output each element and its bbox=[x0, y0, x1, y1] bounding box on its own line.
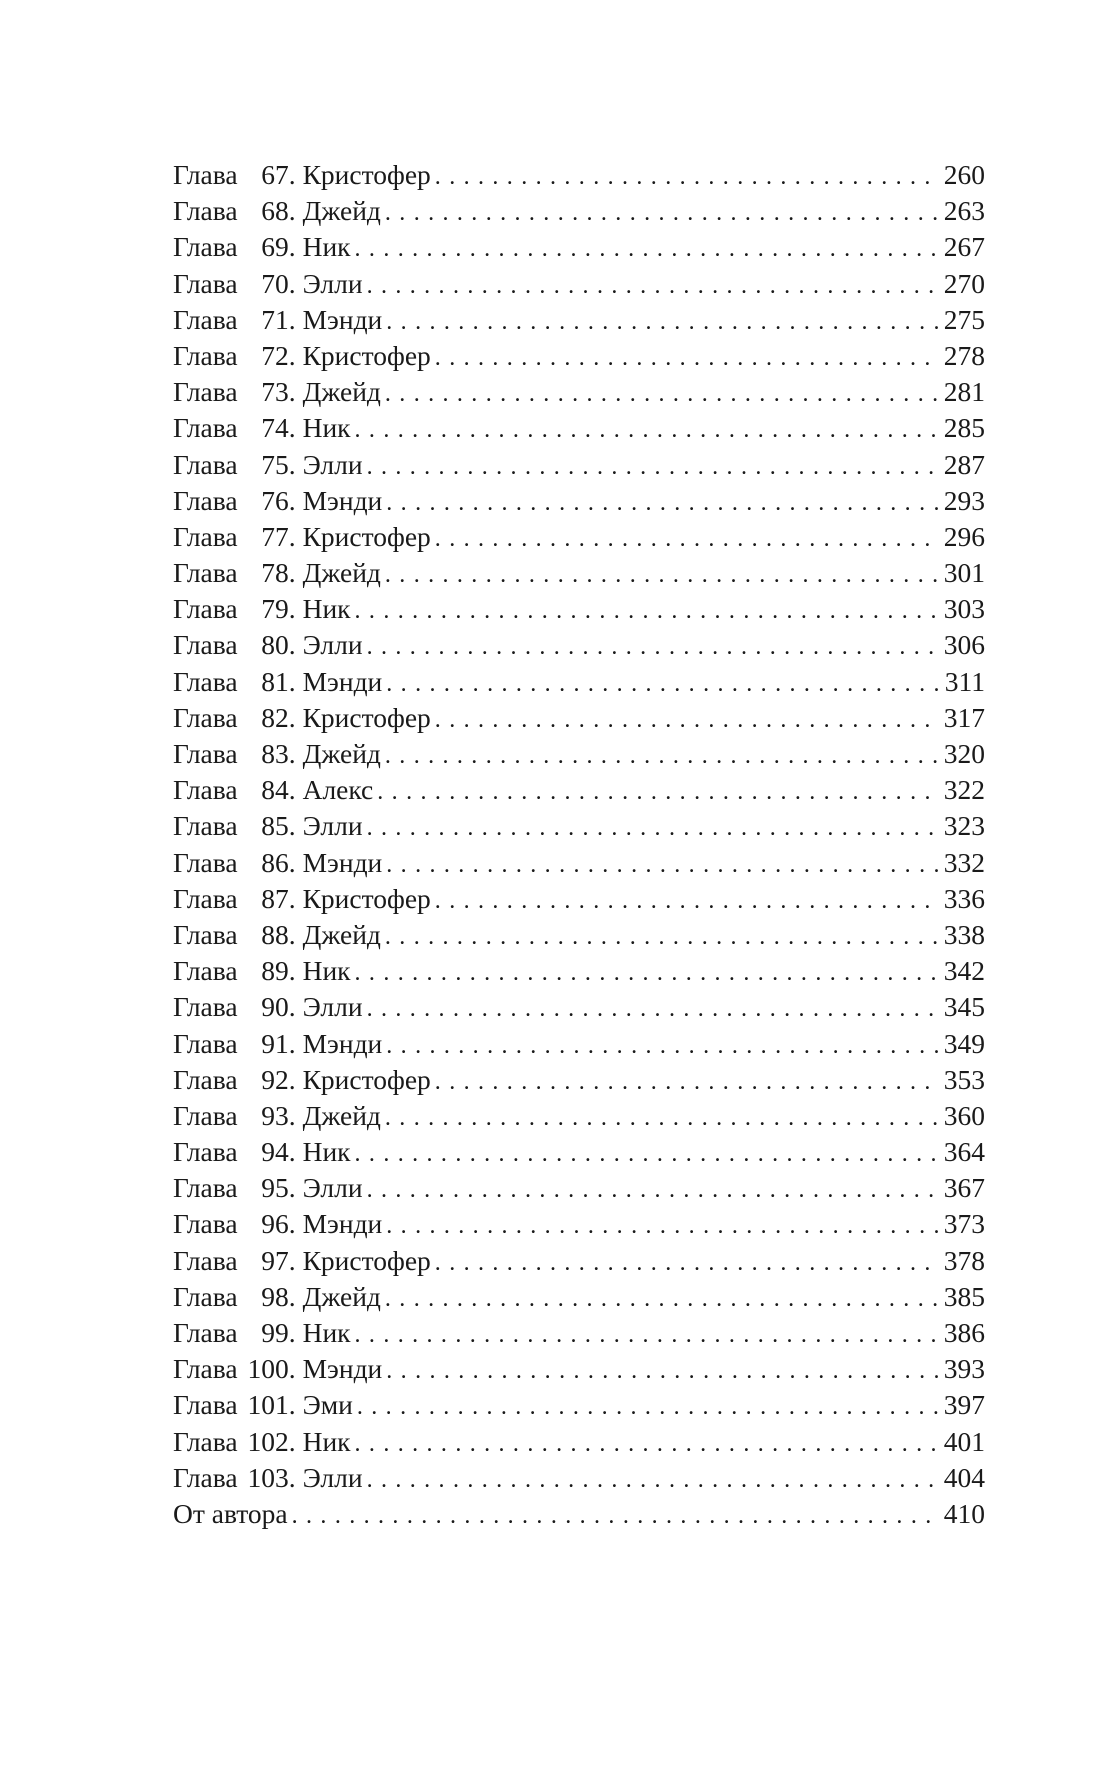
dot-leader bbox=[435, 1064, 940, 1100]
chapter-title: Ник bbox=[302, 412, 351, 444]
afterword-title: От автора bbox=[173, 1497, 288, 1529]
toc-entry[interactable] bbox=[173, 410, 985, 446]
chapter-number: 87. bbox=[261, 882, 296, 914]
page-number: 342 bbox=[943, 955, 985, 987]
chapter-label bbox=[173, 591, 296, 627]
chapter-title: Кристофер bbox=[302, 1063, 431, 1095]
dot-leader bbox=[367, 1172, 940, 1208]
chapter-number: 98. bbox=[261, 1280, 296, 1312]
dot-leader bbox=[355, 231, 940, 267]
chapter-label bbox=[173, 989, 296, 1025]
chapter-label bbox=[173, 410, 296, 446]
chapter-label bbox=[173, 1098, 296, 1134]
page-number: 378 bbox=[943, 1244, 985, 1276]
page-number: 320 bbox=[943, 738, 985, 769]
chapter-word: Глава bbox=[173, 195, 238, 227]
page-number: 345 bbox=[943, 991, 985, 1023]
dot-leader bbox=[385, 919, 940, 955]
dot-leader bbox=[367, 1462, 940, 1498]
dot-leader bbox=[385, 376, 940, 412]
toc-entry[interactable] bbox=[173, 229, 985, 265]
toc-entry[interactable] bbox=[173, 1098, 985, 1134]
dot-leader bbox=[385, 557, 940, 593]
page-number: 311 bbox=[944, 665, 985, 697]
chapter-label bbox=[173, 953, 296, 989]
chapter-label bbox=[173, 627, 296, 663]
dot-leader bbox=[367, 449, 940, 485]
page-number: 263 bbox=[943, 195, 985, 227]
page-number: 322 bbox=[943, 774, 985, 806]
dot-leader bbox=[367, 991, 940, 1027]
dot-leader bbox=[367, 629, 940, 665]
page-number: 267 bbox=[943, 231, 985, 263]
dot-leader bbox=[385, 195, 940, 231]
chapter-title: Элли bbox=[302, 991, 363, 1023]
page-number: 317 bbox=[943, 701, 985, 733]
chapter-label bbox=[173, 1387, 296, 1423]
chapter-word: Глава bbox=[173, 557, 238, 589]
chapter-label bbox=[173, 1243, 296, 1279]
chapter-title: Джейд bbox=[302, 1280, 381, 1312]
chapter-word: Глава bbox=[173, 303, 238, 335]
toc-entry[interactable] bbox=[173, 591, 985, 627]
chapter-number: 96. bbox=[261, 1208, 296, 1240]
chapter-number: 71. bbox=[261, 303, 296, 335]
page-number: 393 bbox=[943, 1353, 985, 1385]
page-number: 278 bbox=[943, 339, 985, 371]
chapter-word: Глава bbox=[173, 1136, 238, 1168]
dot-leader bbox=[355, 1136, 940, 1172]
toc-entry[interactable] bbox=[173, 808, 985, 844]
toc-entry[interactable] bbox=[173, 1387, 985, 1423]
chapter-number: 81. bbox=[261, 665, 296, 697]
chapter-number: 100. bbox=[247, 1353, 296, 1385]
chapter-label bbox=[173, 664, 296, 700]
page-number: 349 bbox=[943, 1027, 985, 1059]
chapter-title: Мэнди bbox=[302, 1208, 383, 1240]
chapter-number: 94. bbox=[261, 1136, 296, 1168]
chapter-label bbox=[173, 1424, 296, 1460]
dot-leader bbox=[385, 738, 940, 774]
chapter-number: 72. bbox=[261, 339, 296, 371]
chapter-label bbox=[173, 1026, 296, 1062]
toc-entry[interactable] bbox=[173, 917, 985, 953]
chapter-title: Джейд bbox=[302, 557, 381, 589]
page-number: 373 bbox=[943, 1208, 985, 1240]
chapter-title: Ник bbox=[302, 955, 351, 987]
page-number: 293 bbox=[943, 484, 985, 516]
chapter-label bbox=[173, 555, 296, 591]
chapter-label bbox=[173, 1062, 296, 1098]
chapter-word: Глава bbox=[173, 882, 238, 914]
chapter-word: Глава bbox=[173, 918, 238, 950]
dot-leader bbox=[385, 1281, 940, 1317]
chapter-title: Мэнди bbox=[302, 484, 383, 516]
chapter-word: Глава bbox=[173, 738, 238, 769]
chapter-label bbox=[173, 736, 296, 772]
chapter-word: Глава bbox=[173, 231, 238, 263]
chapter-label bbox=[173, 266, 296, 302]
chapter-number: 93. bbox=[261, 1099, 296, 1131]
chapter-number: 75. bbox=[261, 448, 296, 480]
chapter-label bbox=[173, 447, 296, 483]
chapter-title: Мэнди bbox=[302, 665, 383, 697]
chapter-number: 80. bbox=[261, 629, 296, 661]
page-number: 306 bbox=[943, 629, 985, 661]
toc-entry[interactable] bbox=[173, 1134, 985, 1170]
chapter-word: Глава bbox=[173, 810, 238, 842]
chapter-label bbox=[173, 519, 296, 555]
chapter-title: Ник bbox=[302, 1136, 351, 1168]
chapter-word: Глава bbox=[173, 701, 238, 733]
page-number: 287 bbox=[943, 448, 985, 480]
chapter-title: Элли bbox=[302, 267, 363, 299]
chapter-label bbox=[173, 374, 296, 410]
page-number: 410 bbox=[943, 1497, 985, 1529]
toc-entry[interactable] bbox=[173, 266, 985, 302]
page-number: 270 bbox=[943, 267, 985, 299]
page-number: 401 bbox=[943, 1425, 985, 1457]
toc-entry[interactable] bbox=[173, 1026, 985, 1062]
toc-entry[interactable] bbox=[173, 157, 985, 193]
dot-leader bbox=[386, 485, 939, 521]
chapter-word: Глава bbox=[173, 484, 238, 516]
chapter-label bbox=[173, 845, 296, 881]
chapter-word: Глава bbox=[173, 991, 238, 1023]
chapter-title: Мэнди bbox=[302, 1027, 383, 1059]
chapter-title: Мэнди bbox=[302, 846, 383, 878]
toc-entry[interactable] bbox=[173, 483, 985, 519]
chapter-number: 78. bbox=[261, 557, 296, 589]
chapter-label bbox=[173, 157, 296, 193]
chapter-number: 68. bbox=[261, 195, 296, 227]
chapter-title: Кристофер bbox=[302, 159, 431, 190]
chapter-word: Глава bbox=[173, 376, 238, 408]
chapter-title: Джейд bbox=[302, 195, 381, 227]
chapter-number: 85. bbox=[261, 810, 296, 842]
chapter-title: Элли bbox=[302, 448, 363, 480]
page-number: 281 bbox=[943, 376, 985, 408]
toc-entry[interactable] bbox=[173, 1170, 985, 1206]
toc-entry[interactable] bbox=[173, 627, 985, 663]
chapter-title: Джейд bbox=[302, 1099, 381, 1131]
chapter-word: Глава bbox=[173, 1244, 238, 1276]
chapter-number: 70. bbox=[261, 267, 296, 299]
dot-leader bbox=[355, 1317, 940, 1353]
chapter-title: Эми bbox=[302, 1389, 353, 1421]
chapter-label bbox=[173, 808, 296, 844]
page-number: 301 bbox=[943, 557, 985, 589]
chapter-word: Глава bbox=[173, 1317, 238, 1348]
chapter-label bbox=[173, 483, 296, 519]
page-number: 364 bbox=[943, 1136, 985, 1168]
chapter-word: Глава bbox=[173, 1425, 238, 1457]
toc-entry[interactable] bbox=[173, 881, 985, 917]
chapter-word: Глава bbox=[173, 1280, 238, 1312]
chapter-number: 88. bbox=[261, 918, 296, 950]
chapter-number: 103. bbox=[247, 1461, 296, 1493]
chapter-word: Глава bbox=[173, 774, 238, 806]
toc-entry[interactable] bbox=[173, 193, 985, 229]
chapter-label bbox=[173, 229, 296, 265]
toc-entry[interactable] bbox=[173, 845, 985, 881]
chapter-number: 77. bbox=[261, 520, 296, 552]
chapter-label bbox=[173, 1315, 296, 1351]
chapter-title: Кристофер bbox=[302, 520, 431, 552]
chapter-number: 89. bbox=[261, 955, 296, 987]
chapter-label bbox=[173, 881, 296, 917]
chapter-word: Глава bbox=[173, 1208, 238, 1240]
dot-leader bbox=[435, 340, 940, 376]
page-number: 323 bbox=[943, 810, 985, 842]
chapter-title: Элли bbox=[302, 1172, 363, 1204]
chapter-number: 67. bbox=[261, 159, 296, 190]
chapter-number: 101. bbox=[247, 1389, 296, 1421]
toc-entry[interactable] bbox=[173, 1315, 985, 1351]
chapter-word: Глава bbox=[173, 412, 238, 444]
chapter-title: Кристофер bbox=[302, 339, 431, 371]
chapter-label bbox=[173, 338, 296, 374]
chapter-word: Глава bbox=[173, 593, 238, 625]
dot-leader bbox=[357, 1389, 940, 1425]
page-number: 275 bbox=[943, 303, 985, 335]
page-number: 336 bbox=[943, 882, 985, 914]
page-number: 338 bbox=[943, 918, 985, 950]
chapter-label bbox=[173, 193, 296, 229]
dot-leader bbox=[292, 1498, 940, 1534]
page-number: 367 bbox=[943, 1172, 985, 1204]
chapter-number: 92. bbox=[261, 1063, 296, 1095]
toc-entry[interactable] bbox=[173, 302, 985, 338]
page-number: 332 bbox=[943, 846, 985, 878]
toc-entry[interactable] bbox=[173, 1424, 985, 1460]
toc-entry-afterword[interactable] bbox=[173, 1496, 985, 1532]
chapter-title: Джейд bbox=[302, 918, 381, 950]
toc-entry[interactable] bbox=[173, 1460, 985, 1496]
dot-leader bbox=[386, 847, 939, 883]
chapter-number: 83. bbox=[261, 738, 296, 769]
chapter-word: Глава bbox=[173, 1353, 238, 1385]
chapter-word: Глава bbox=[173, 1172, 238, 1204]
chapter-title: Джейд bbox=[302, 376, 381, 408]
toc-entry[interactable] bbox=[173, 338, 985, 374]
dot-leader bbox=[367, 810, 940, 846]
table-of-contents bbox=[173, 157, 985, 1532]
toc-entry[interactable] bbox=[173, 1062, 985, 1098]
page-number: 397 bbox=[943, 1389, 985, 1421]
page-number: 260 bbox=[943, 159, 985, 190]
toc-entry[interactable] bbox=[173, 555, 985, 591]
chapter-title: Джейд bbox=[302, 738, 381, 769]
toc-entry[interactable] bbox=[173, 519, 985, 555]
dot-leader bbox=[355, 1426, 940, 1462]
toc-entry[interactable] bbox=[173, 736, 985, 772]
chapter-word: Глава bbox=[173, 267, 238, 299]
chapter-number: 90. bbox=[261, 991, 296, 1023]
chapter-word: Глава bbox=[173, 846, 238, 878]
chapter-word: Глава bbox=[173, 665, 238, 697]
dot-leader bbox=[435, 883, 940, 919]
page-number: 360 bbox=[943, 1099, 985, 1131]
chapter-number: 69. bbox=[261, 231, 296, 263]
chapter-label bbox=[173, 1351, 296, 1387]
dot-leader bbox=[435, 521, 940, 557]
chapter-word: Глава bbox=[173, 955, 238, 987]
chapter-label bbox=[173, 1170, 296, 1206]
chapter-title: Элли bbox=[302, 629, 363, 661]
chapter-number: 91. bbox=[261, 1027, 296, 1059]
chapter-word: Глава bbox=[173, 1027, 238, 1059]
page-number: 386 bbox=[943, 1317, 985, 1348]
toc-entry[interactable] bbox=[173, 989, 985, 1025]
chapter-title: Кристофер bbox=[302, 882, 431, 914]
chapter-number: 95. bbox=[261, 1172, 296, 1204]
chapter-number: 79. bbox=[261, 593, 296, 625]
chapter-title: Ник bbox=[302, 593, 351, 625]
page-number: 404 bbox=[943, 1461, 985, 1493]
chapter-number: 74. bbox=[261, 412, 296, 444]
chapter-word: Глава bbox=[173, 339, 238, 371]
chapter-label bbox=[173, 1460, 296, 1496]
chapter-title: Элли bbox=[302, 1461, 363, 1493]
chapter-word: Глава bbox=[173, 1461, 238, 1493]
toc-entry[interactable] bbox=[173, 374, 985, 410]
chapter-number: 102. bbox=[247, 1425, 296, 1457]
chapter-word: Глава bbox=[173, 448, 238, 480]
dot-leader bbox=[386, 1208, 939, 1244]
toc-entry[interactable] bbox=[173, 1206, 985, 1242]
dot-leader bbox=[386, 1353, 939, 1389]
chapter-label bbox=[173, 302, 296, 338]
chapter-title: Элли bbox=[302, 810, 363, 842]
page-number: 303 bbox=[943, 593, 985, 625]
chapter-word: Глава bbox=[173, 1099, 238, 1131]
chapter-title: Ник bbox=[302, 1317, 351, 1348]
dot-leader bbox=[386, 666, 940, 702]
dot-leader bbox=[435, 1245, 940, 1281]
dot-leader bbox=[367, 268, 940, 304]
dot-leader bbox=[435, 159, 940, 195]
chapter-number: 99. bbox=[261, 1317, 296, 1348]
dot-leader bbox=[385, 1100, 940, 1136]
chapter-number: 86. bbox=[261, 846, 296, 878]
chapter-number: 76. bbox=[261, 484, 296, 516]
toc-entry[interactable] bbox=[173, 953, 985, 989]
toc-entry[interactable] bbox=[173, 447, 985, 483]
chapter-label bbox=[173, 700, 296, 736]
chapter-word: Глава bbox=[173, 1063, 238, 1095]
page-number: 385 bbox=[943, 1280, 985, 1312]
chapter-title: Кристофер bbox=[302, 1244, 431, 1276]
chapter-title: Кристофер bbox=[302, 701, 431, 733]
dot-leader bbox=[435, 702, 940, 738]
toc-entry[interactable] bbox=[173, 1351, 985, 1387]
chapter-word: Глава bbox=[173, 1389, 238, 1421]
page-number: 296 bbox=[943, 520, 985, 552]
chapter-title: Алекс bbox=[302, 774, 374, 806]
toc-entry[interactable] bbox=[173, 1243, 985, 1279]
dot-leader bbox=[355, 593, 940, 629]
chapter-number: 84. bbox=[261, 774, 296, 806]
chapter-label bbox=[173, 1279, 296, 1315]
chapter-word: Глава bbox=[173, 520, 238, 552]
chapter-title: Ник bbox=[302, 1425, 351, 1457]
dot-leader bbox=[386, 1028, 939, 1064]
toc-entry[interactable] bbox=[173, 700, 985, 736]
chapter-title: Ник bbox=[302, 231, 351, 263]
chapter-label bbox=[173, 1134, 296, 1170]
dot-leader bbox=[355, 955, 940, 991]
chapter-word: Глава bbox=[173, 629, 238, 661]
page-number: 285 bbox=[943, 412, 985, 444]
chapter-number: 73. bbox=[261, 376, 296, 408]
dot-leader bbox=[355, 412, 940, 448]
chapter-word: Глава bbox=[173, 159, 238, 190]
chapter-label bbox=[173, 772, 296, 808]
page-number: 353 bbox=[943, 1063, 985, 1095]
chapter-label bbox=[173, 917, 296, 953]
toc-entry[interactable] bbox=[173, 664, 985, 700]
chapter-title: Мэнди bbox=[302, 303, 383, 335]
dot-leader bbox=[386, 304, 939, 340]
dot-leader bbox=[377, 774, 939, 810]
toc-entry[interactable] bbox=[173, 1279, 985, 1315]
chapter-number: 82. bbox=[261, 701, 296, 733]
toc-entry[interactable] bbox=[173, 772, 985, 808]
chapter-label bbox=[173, 1206, 296, 1242]
chapter-number: 97. bbox=[261, 1244, 296, 1276]
chapter-title: Мэнди bbox=[302, 1353, 383, 1385]
